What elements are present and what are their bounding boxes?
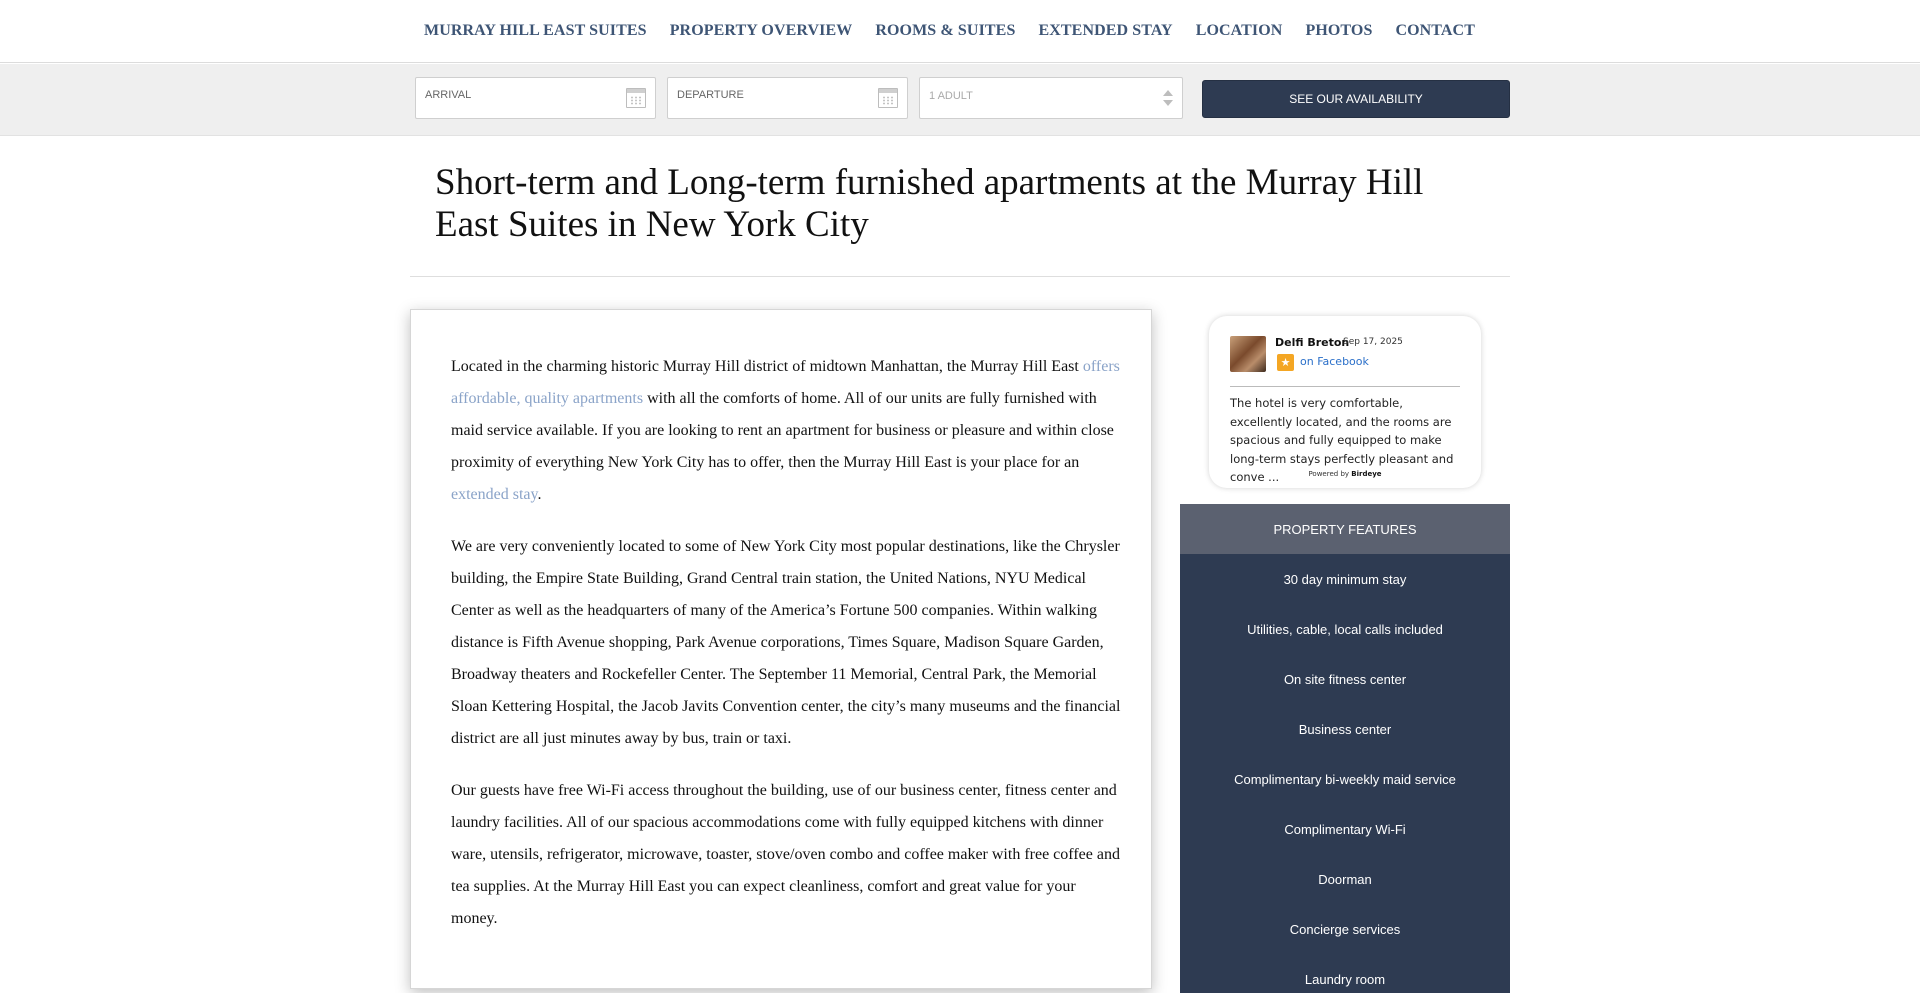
feature-item: On site fitness center bbox=[1283, 671, 1407, 687]
adults-value: 1 ADULT bbox=[929, 90, 973, 102]
avatar bbox=[1230, 336, 1266, 372]
location-paragraph: We are very conveniently located to some of New York City most popular destinations, like the Chrysler building, the Empire State Building, Grand Central train station, the United Nations, NYU Medical Center as well as the headquarters of many of the America’s Fortune 500 companies. Within walking distance is Fifth Avenue shopping, Park Avenue corporations, Times Square, Madison Square Garden, Broadway theaters and Rockefeller Center. The September 11 Memorial, Central Park, the Memorial Sloan Kettering Hospital, the Jacob Javits Convention center, the city’s many museums and the financial district are all just minutes away by bus, train or taxi. bbox=[451, 538, 1121, 747]
departure-date-input[interactable] bbox=[667, 77, 908, 119]
reviewer-name: Delfi Breton bbox=[1275, 336, 1350, 349]
amenities-paragraph: Our guests have free Wi-Fi access throughout the building, use of our business center, fitness center and laundry facilities. All of our spacious accommodations come with fully equipped kitchens with dinner ware, utensils, refrigerator, microwave, toaster, stove/oven combo and coffee maker with free coffee and tea supplies. At the Murray Hill East you can expect cleanliness, comfort and great value for your money. bbox=[451, 782, 1120, 927]
property-features-panel bbox=[1180, 504, 1510, 993]
review-widget[interactable] bbox=[1209, 316, 1481, 488]
birdeye-logo: Birdeye bbox=[1351, 470, 1382, 478]
feature-item: Complimentary bi-weekly maid service bbox=[1234, 771, 1456, 787]
features-list bbox=[1180, 554, 1510, 993]
departure-placeholder: DEPARTURE bbox=[677, 89, 744, 101]
feature-item: 30 day minimum stay bbox=[1283, 571, 1407, 587]
review-divider bbox=[1230, 386, 1460, 387]
powered-by-label: Powered by bbox=[1308, 470, 1350, 478]
nav-item-location[interactable]: LOCATION bbox=[1195, 22, 1283, 39]
extended-stay-link[interactable]: extended stay bbox=[451, 486, 538, 503]
feature-item: Concierge services bbox=[1289, 921, 1401, 937]
nav-item-extended-stay[interactable]: EXTENDED STAY bbox=[1038, 22, 1173, 39]
feature-item: Complimentary Wi-Fi bbox=[1284, 821, 1406, 837]
nav-list bbox=[424, 22, 1498, 40]
feature-item: Doorman bbox=[1318, 871, 1372, 887]
content-card bbox=[410, 309, 1152, 989]
arrival-date-input[interactable] bbox=[415, 77, 656, 119]
review-text: The hotel is very comfortable, excellently located, and the rooms are spacious and fully equipped to make long-term stays perfectly pleasant and conve ... bbox=[1230, 396, 1454, 484]
page-title: Short-term and Long-term furnished apartments at the Murray Hill East Suites in New York City bbox=[435, 162, 1424, 245]
booking-bar bbox=[0, 64, 1920, 136]
title-divider bbox=[410, 276, 1510, 277]
nav-item-home[interactable]: MURRAY HILL EAST SUITES bbox=[424, 22, 647, 39]
calendar-icon[interactable] bbox=[878, 88, 898, 108]
review-date: Sep 17, 2025 bbox=[1343, 337, 1403, 347]
spinner-arrows-icon[interactable] bbox=[1163, 88, 1173, 108]
nav-item-property-overview[interactable]: PROPERTY OVERVIEW bbox=[669, 22, 853, 39]
arrival-placeholder: ARRIVAL bbox=[425, 89, 472, 101]
powered-by[interactable] bbox=[1209, 470, 1481, 478]
features-heading: PROPERTY FEATURES bbox=[1180, 504, 1510, 554]
see-availability-button[interactable]: SEE OUR AVAILABILITY bbox=[1202, 80, 1510, 118]
review-source-link[interactable]: on Facebook bbox=[1300, 355, 1369, 368]
feature-item: Utilities, cable, local calls included bbox=[1247, 621, 1443, 637]
feature-item: Business center bbox=[1298, 721, 1392, 737]
adults-stepper[interactable] bbox=[919, 77, 1183, 119]
intro-text-b: with all the comforts of home. All of our units are fully furnished with maid service available. If you are looking to rent an apartment for business or pleasure and within close proximity of everything New York City has to offer, then the Murray Hill East is your place for an bbox=[451, 390, 1114, 471]
star-badge-icon: ★ bbox=[1277, 354, 1294, 371]
intro-text-c: . bbox=[537, 486, 542, 503]
calendar-icon[interactable] bbox=[626, 88, 646, 108]
intro-paragraph bbox=[451, 351, 1123, 511]
feature-item: Laundry room bbox=[1304, 971, 1386, 987]
nav-item-rooms-suites[interactable]: ROOMS & SUITES bbox=[875, 22, 1016, 39]
nav-item-photos[interactable]: PHOTOS bbox=[1305, 22, 1373, 39]
top-navigation bbox=[0, 0, 1920, 63]
intro-text-a: Located in the charming historic Murray Hill district of midtown Manhattan, the Murray Hill East bbox=[451, 358, 1083, 375]
nav-item-contact[interactable]: CONTACT bbox=[1395, 22, 1475, 39]
offers-link[interactable]: offers affordable, quality apartments bbox=[451, 358, 1120, 407]
